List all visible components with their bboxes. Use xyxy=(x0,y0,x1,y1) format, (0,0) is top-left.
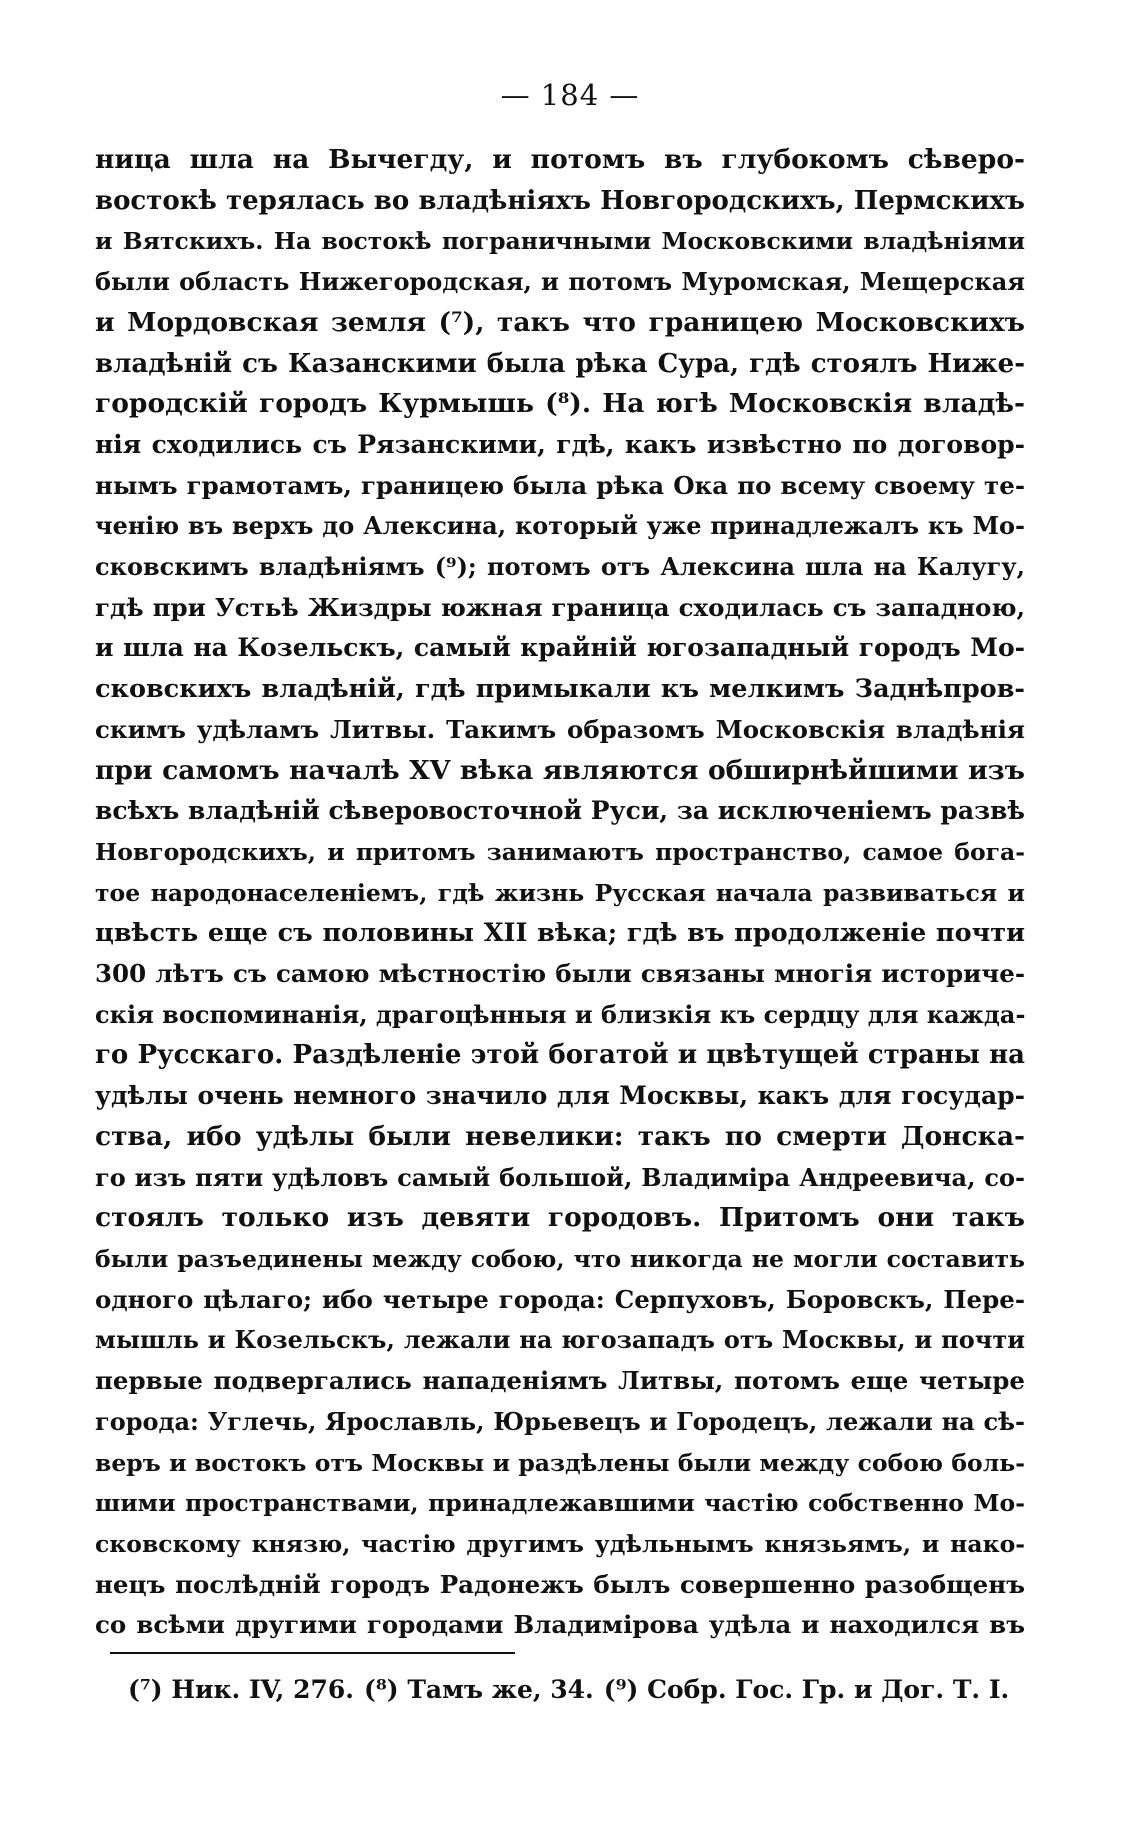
footnotes xyxy=(128,1675,1009,1704)
text-line: города: Углечь, Ярославль, Юрьевецъ и Городецъ, лежали на сѣ- xyxy=(95,1406,1025,1436)
text-line: веръ и востокъ отъ Москвы и раздѣлены были между собою боль- xyxy=(95,1448,1025,1477)
text-line: городскій городъ Курмышь (⁸). На югѣ Московскія владѣ- xyxy=(95,388,1025,420)
footnote-mark: (⁹) xyxy=(603,1675,639,1704)
text-line: нымъ грамотамъ, границею была рѣка Ока по всему своему те- xyxy=(95,470,1025,500)
footnote xyxy=(128,1675,354,1704)
text-line: ница шла на Вычегду, и потомъ въ глубокомъ сѣверо- xyxy=(95,144,1025,175)
text-line: удѣлы очень немного значило для Москвы, какъ для государ- xyxy=(95,1081,1025,1111)
footnote-mark: (⁷) xyxy=(128,1675,163,1704)
text-line: Новгородскихъ, и притомъ занимаютъ пространство, самое бога- xyxy=(95,837,1025,866)
footnote-text: Тамъ же, 34. xyxy=(407,1675,594,1704)
text-line: нецъ послѣдній городъ Радонежъ былъ совершенно разобщенъ xyxy=(95,1569,1025,1599)
text-line: скія воспоминанія, драгоцѣнныя и близкія къ сердцу для кажда- xyxy=(95,999,1025,1029)
text-line: сковскихъ владѣній, гдѣ примыкали къ мелкимъ Заднѣпров- xyxy=(95,674,1025,705)
text-line: гдѣ при Устьѣ Жиздры южная граница сходилась съ западною, xyxy=(95,592,1025,622)
text-line: ства, ибо удѣлы были невелики: такъ по смерти Донска- xyxy=(95,1120,1025,1152)
text-line: цвѣсть еще съ половины XII вѣка; гдѣ въ продолженіе почти xyxy=(95,918,1025,949)
text-line: всѣхъ владѣній сѣверовосточной Руси, за исключеніемъ развѣ xyxy=(95,796,1025,826)
text-line: и шла на Козельскъ, самый крайній югозападный городъ Мо- xyxy=(95,633,1025,663)
text-line: 300 лѣтъ съ самою мѣстностію были связаны многія историче- xyxy=(95,959,1025,989)
text-line: и Мордовская земля (⁷), такъ что границею Московскихъ xyxy=(95,306,1025,338)
text-line: тое народонаселеніемъ, гдѣ жизнь Русская начала развиваться и xyxy=(95,878,1025,907)
text-line: первые подвергались нападеніямъ Литвы, потомъ еще четыре xyxy=(95,1366,1025,1396)
text-line: скимъ удѣламъ Литвы. Такимъ образомъ Московскія владѣнія xyxy=(95,714,1025,744)
footnote-mark: (⁸) xyxy=(363,1675,399,1704)
text-line: го Русскаго. Раздѣленіе этой богатой и цвѣтущей страны на xyxy=(95,1040,1025,1071)
footnote-text: Ник. IV, 276. xyxy=(171,1675,354,1704)
footnote-rule xyxy=(110,1652,515,1654)
page-number: — 184 — xyxy=(500,78,640,112)
text-line: ченію въ верхъ до Алексина, который уже принадлежалъ къ Мо- xyxy=(95,511,1025,541)
text-line: при самомъ началѣ XV вѣка являются обширнѣйшими изъ xyxy=(95,754,1025,786)
text-line: со всѣми другими городами Владимірова удѣла и находился въ xyxy=(95,1610,1025,1640)
text-line: нія сходились съ Рязанскими, гдѣ, какъ извѣстно по договор- xyxy=(95,429,1025,459)
footnote xyxy=(604,1675,1009,1704)
footnote-text: Собр. Гос. Гр. и Дог. Т. I. xyxy=(647,1675,1010,1704)
text-line: сковскому князю, частію другимъ удѣльнымъ князьямъ, и нако- xyxy=(95,1529,1025,1558)
text-line: и Вятскихъ. На востокѣ пограничными Московскими владѣніями xyxy=(95,227,1025,256)
text-line: были разъединены между собою, что никогда не могли составить xyxy=(95,1244,1025,1273)
text-line: владѣній съ Казанскими была рѣка Сура, гдѣ стоялъ Ниже- xyxy=(95,348,1025,379)
text-line: востокѣ терялась во владѣніяхъ Новгородскихъ, Пермскихъ xyxy=(95,185,1025,216)
text-line: мышль и Козельскъ, лежали на югозападъ отъ Москвы, и почти xyxy=(95,1325,1025,1355)
text-line: сковскимъ владѣніямъ (⁹); потомъ отъ Алексина шла на Калугу, xyxy=(95,552,1025,582)
footnote xyxy=(364,1675,594,1704)
text-line: стоялъ только изъ девяти городовъ. Притомъ они такъ xyxy=(95,1202,1025,1234)
text-line: го изъ пяти удѣловъ самый большой, Владиміра Андреевича, со- xyxy=(95,1162,1025,1192)
text-line: шими пространствами, принадлежавшими частію собственно Мо- xyxy=(95,1489,1025,1518)
text-line: одного цѣлаго; ибо четыре города: Серпуховъ, Боровскъ, Пере- xyxy=(95,1284,1025,1314)
text-line: были область Нижегородская, и потомъ Муромская, Мещерская xyxy=(95,267,1025,297)
body-text xyxy=(95,140,1025,1646)
